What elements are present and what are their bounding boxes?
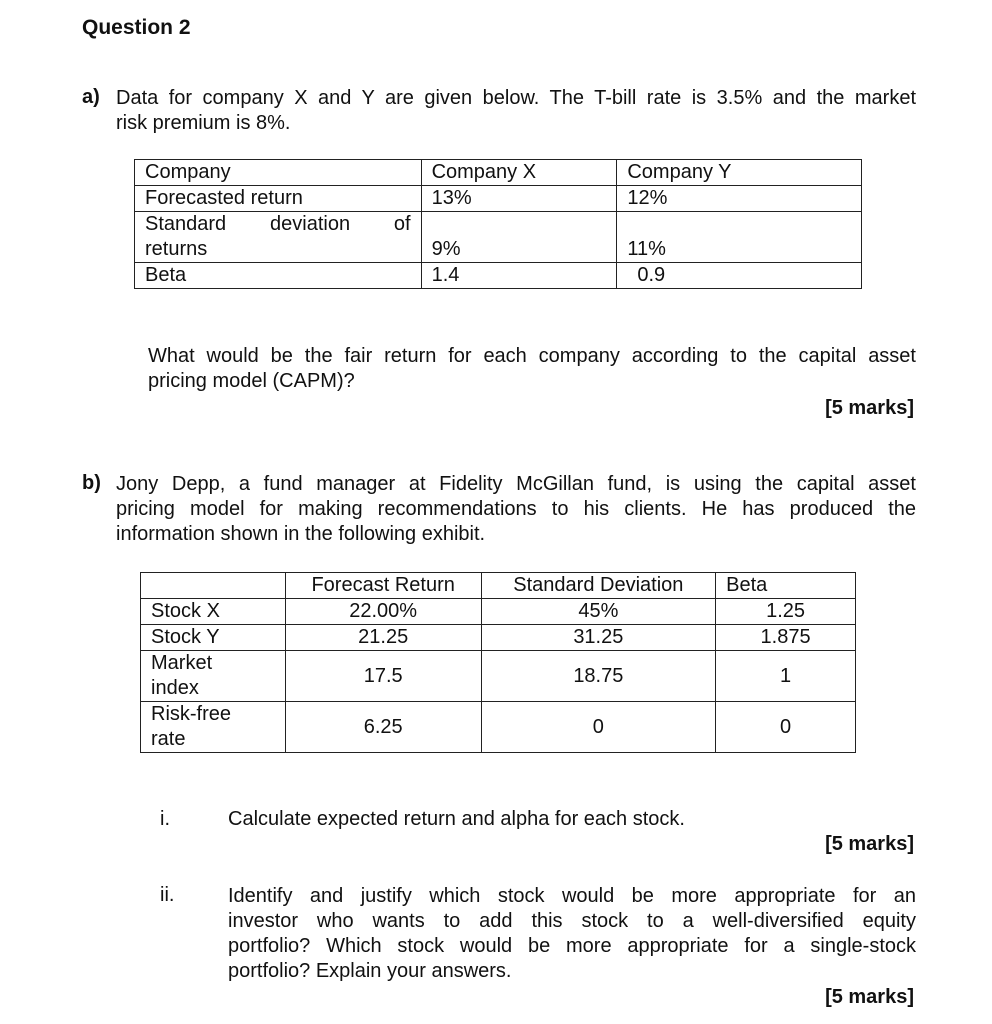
table-row [135, 186, 862, 212]
cell-value: 13% [421, 186, 617, 212]
table-header-company: Company [135, 160, 422, 186]
cell-value: 22.00% [285, 599, 481, 625]
table-header-forecast-return: Forecast Return [285, 573, 481, 599]
cell-value: 31.25 [481, 625, 716, 651]
part-b-intro [116, 472, 916, 547]
table-header-row [135, 160, 862, 186]
row-label-line1: Risk-free [151, 703, 232, 725]
part-a-intro [116, 86, 916, 136]
sub-ii-number: ii. [160, 884, 175, 906]
part-a-label: a) [82, 86, 100, 108]
sub-i-marks: [5 marks] [825, 833, 914, 855]
row-label-line1: Market [151, 652, 213, 674]
sub-i-text: Calculate expected return and alpha for each stock. [228, 808, 685, 830]
row-label-line2: returns [145, 238, 208, 260]
sub-ii-line4: portfolio? Explain your answers. [228, 960, 512, 982]
cell-value: 0.9 [617, 263, 862, 289]
part-a-marks: [5 marks] [825, 397, 914, 419]
row-label: Stock Y [141, 625, 286, 651]
part-b-intro-line2: pricing model for making recommendations to his clients. He has produced the [116, 498, 916, 520]
question-title: Question 2 [82, 16, 191, 39]
part-b-intro-line3: information shown in the following exhibit. [116, 523, 486, 545]
part-a-intro-line2: risk premium is 8%. [116, 112, 291, 134]
part-a-question [148, 344, 916, 394]
part-a-intro-line1: Data for company X and Y are given below. The T-bill rate is 3.5% and the market [116, 87, 916, 109]
cell-value: 21.25 [285, 625, 481, 651]
table-row [141, 651, 856, 702]
table-header-beta: Beta [716, 573, 856, 599]
row-label [135, 212, 422, 263]
sub-ii-line3: portfolio? Which stock would be more appropriate for a single-stock [228, 935, 916, 957]
cell-value: 11% [617, 212, 862, 263]
cell-value: 45% [481, 599, 716, 625]
part-b-intro-line1: Jony Depp, a fund manager at Fidelity McGillan fund, is using the capital asset [116, 473, 916, 495]
table-header-standard-deviation: Standard Deviation [481, 573, 716, 599]
stock-data-table [140, 572, 856, 753]
row-label [141, 651, 286, 702]
sub-i-number: i. [160, 808, 170, 830]
sub-ii-text [228, 884, 916, 984]
sub-ii-line2: investor who wants to add this stock to a well-diversified equity [228, 910, 916, 932]
cell-value: 12% [617, 186, 862, 212]
row-label-line2: rate [151, 728, 186, 750]
table-header-company-x: Company X [421, 160, 617, 186]
cell-value: 6.25 [285, 702, 481, 753]
part-a-question-line1: What would be the fair return for each company according to the capital asset [148, 345, 916, 367]
table-header-company-y: Company Y [617, 160, 862, 186]
row-label-line2: index [151, 677, 199, 699]
cell-value: 9% [421, 212, 617, 263]
row-label [141, 702, 286, 753]
row-label: Forecasted return [135, 186, 422, 212]
table-row [141, 625, 856, 651]
table-row [141, 702, 856, 753]
company-data-table [134, 159, 862, 289]
table-row [135, 263, 862, 289]
cell-value: 1.875 [716, 625, 856, 651]
row-label: Beta [135, 263, 422, 289]
part-a-question-line2: pricing model (CAPM)? [148, 370, 355, 392]
cell-value: 1 [716, 651, 856, 702]
cell-value: 0 [481, 702, 716, 753]
cell-value: 0 [716, 702, 856, 753]
table-header-empty [141, 573, 286, 599]
cell-value: 17.5 [285, 651, 481, 702]
table-header-row [141, 573, 856, 599]
cell-value: 1.25 [716, 599, 856, 625]
table-row [141, 599, 856, 625]
sub-ii-marks: [5 marks] [825, 986, 914, 1008]
part-b-label: b) [82, 472, 101, 494]
row-label-line1: Standard deviation of [145, 213, 411, 235]
sub-ii-line1: Identify and justify which stock would be more appropriate for an [228, 885, 916, 907]
table-row [135, 212, 862, 263]
cell-value: 18.75 [481, 651, 716, 702]
cell-value: 1.4 [421, 263, 617, 289]
row-label: Stock X [141, 599, 286, 625]
